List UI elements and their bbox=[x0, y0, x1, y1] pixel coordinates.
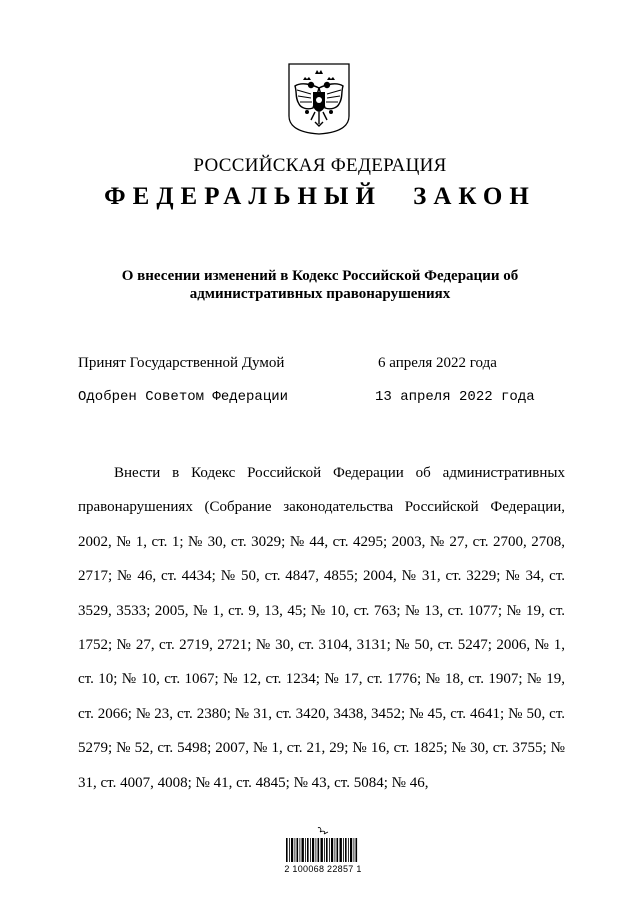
barcode-icon bbox=[286, 838, 357, 862]
duma-date: 6 апреля 2022 года bbox=[378, 355, 497, 371]
country-heading: РОССИЙСКАЯ ФЕДЕРАЦИЯ bbox=[193, 155, 447, 176]
law-type-title: ФЕДЕРАЛЬНЫЙ ЗАКОН bbox=[104, 183, 536, 210]
council-date: 13 апреля 2022 года bbox=[375, 389, 535, 405]
law-body-paragraph: Внести в Кодекс Российской Федерации об административных правонарушениях (Собрание законодательства Российской Федерации, 2002, № 1, ст. 1; № 30, ст. 3029; № 44, ст. 4295; 2003, № 27, ст. 2700, 2708, 2717; № 46, ст. 4434; № 50, ст. 4847, 4855; 2004, № 31, ст. 3229; № 34, ст. 3529, 3533; 2005, № 1, ст. 9, 13, 45; № 10, ст. 763; № 13, ст. 1077; № 19, ст. 1752; № 27, ст. 2719, 2721; № 30, ст. 3104, 3131; № 50, ст. 5247; 2006, № 1, ст. 10; № 10, ст. 1067; № 12, ст. 1234; № 17, ст. 1776; № 18, ст. 1907; № 19, ст. 2066; № 23, ст. 2380; № 31, ст. 3420, 3438, 3452; № 45, ст. 4641; № 50, ст. 5279; № 52, ст. 5498; 2007, № 1, ст. 21, 29; № 16, ст. 1825; № 30, ст. 3755; № 31, ст. 4007, 4008; № 41, ст. 4845; № 43, ст. 5084; № 46, bbox=[78, 465, 565, 791]
council-label: Одобрен Советом Федерации bbox=[78, 389, 289, 405]
coat-of-arms-emblem-icon bbox=[287, 62, 351, 136]
barcode-number: 2 100068 22857 1 bbox=[284, 864, 362, 874]
signature-mark-icon bbox=[282, 826, 362, 866]
law-subject-title: О внесении изменений в Кодекс Российской Федерации об административных правонарушениях bbox=[121, 268, 519, 302]
duma-label: Принят Государственной Думой bbox=[78, 355, 285, 371]
